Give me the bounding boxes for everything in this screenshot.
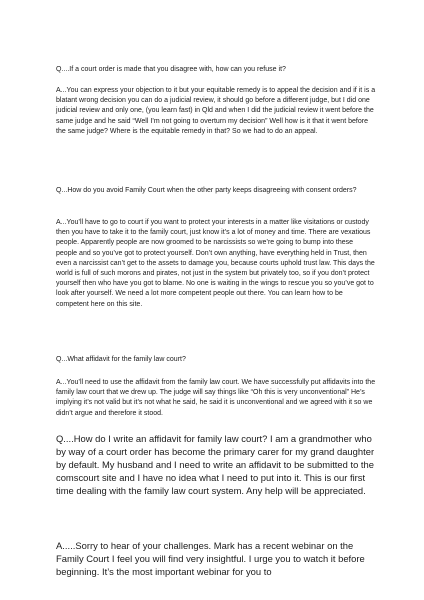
answer-affidavit: A...You’ll need to use the affidavit from the family law court. We have successfully put affidavits into the family law court that we drew up. The judge will say things like “Oh this is very unconventional” He’s implying it’s not valid but it’s not what he said, he said it is unconventional and we agreed with it so we didn’t argue and therefore it stood. [56,379,376,417]
question-affidavit: Q...What affidavit for the family law court? [56,356,186,363]
question-refuse-court-order: Q....If a court order is made that you disagree with, how can you refuse it? [56,66,286,73]
answer-write-affidavit: A.....Sorry to hear of your challenges. Mark has a recent webinar on the Family Court I feel you will find very insightful. I urge you to watch it before beginning. It’s the most important webinar for you to [56,540,365,577]
answer-avoid-family-court: A...You’ll have to go to court if you want to protect your interests in a matter like visitations or custody then you have to take it to the family court, just know it’s a lot of money and time. There are vexatious people. Apparently people are now groomed to be narcissists so we’re going to bump into these people and so you’ve got to protect yourself. Don’t own anything, have everything held in Trust, then even a narcissist can’t get to the assets to damage you, because courts uphold trust law. This days the world is full of such morons and pirates, not just in the system but privately too, so if you don’t protect yourself then who have you got to blame. No one is waiting in the wings to rescue you so you’ve got to look after yourself. We need a lot more competent people out there. You can learn how to be competent here on this site. [56,219,375,308]
answer-refuse-court-order: A...You can express your objection to it but your equitable remedy is to appeal the decision and if it is a blatant wrong decision you can do a judicial review, it should go before a different judge, but I did one judicial review and only one, (you learn fast) in Qld and when I did the judicial review it went before the same judge and he said “Well I’m not going to overturn my decision” Well how is it that it went before the same judge? Where is the equitable remedy in that? So we had to do an appeal. [56,87,376,135]
question-avoid-family-court: Q...How do you avoid Family Court when the other party keeps disagreeing with consent orders? [56,187,357,194]
question-write-affidavit: Q....How do I write an affidavit for family law court? I am a grandmother who by way of a court order has become the primary carer for my grand daughter by default. My husband and I need to write an affidavit to be submitted to the comscourt site and I have no idea what I need to put into it. This is our first time dealing with the family law court system. Any help will be appreciated. [56,433,375,496]
